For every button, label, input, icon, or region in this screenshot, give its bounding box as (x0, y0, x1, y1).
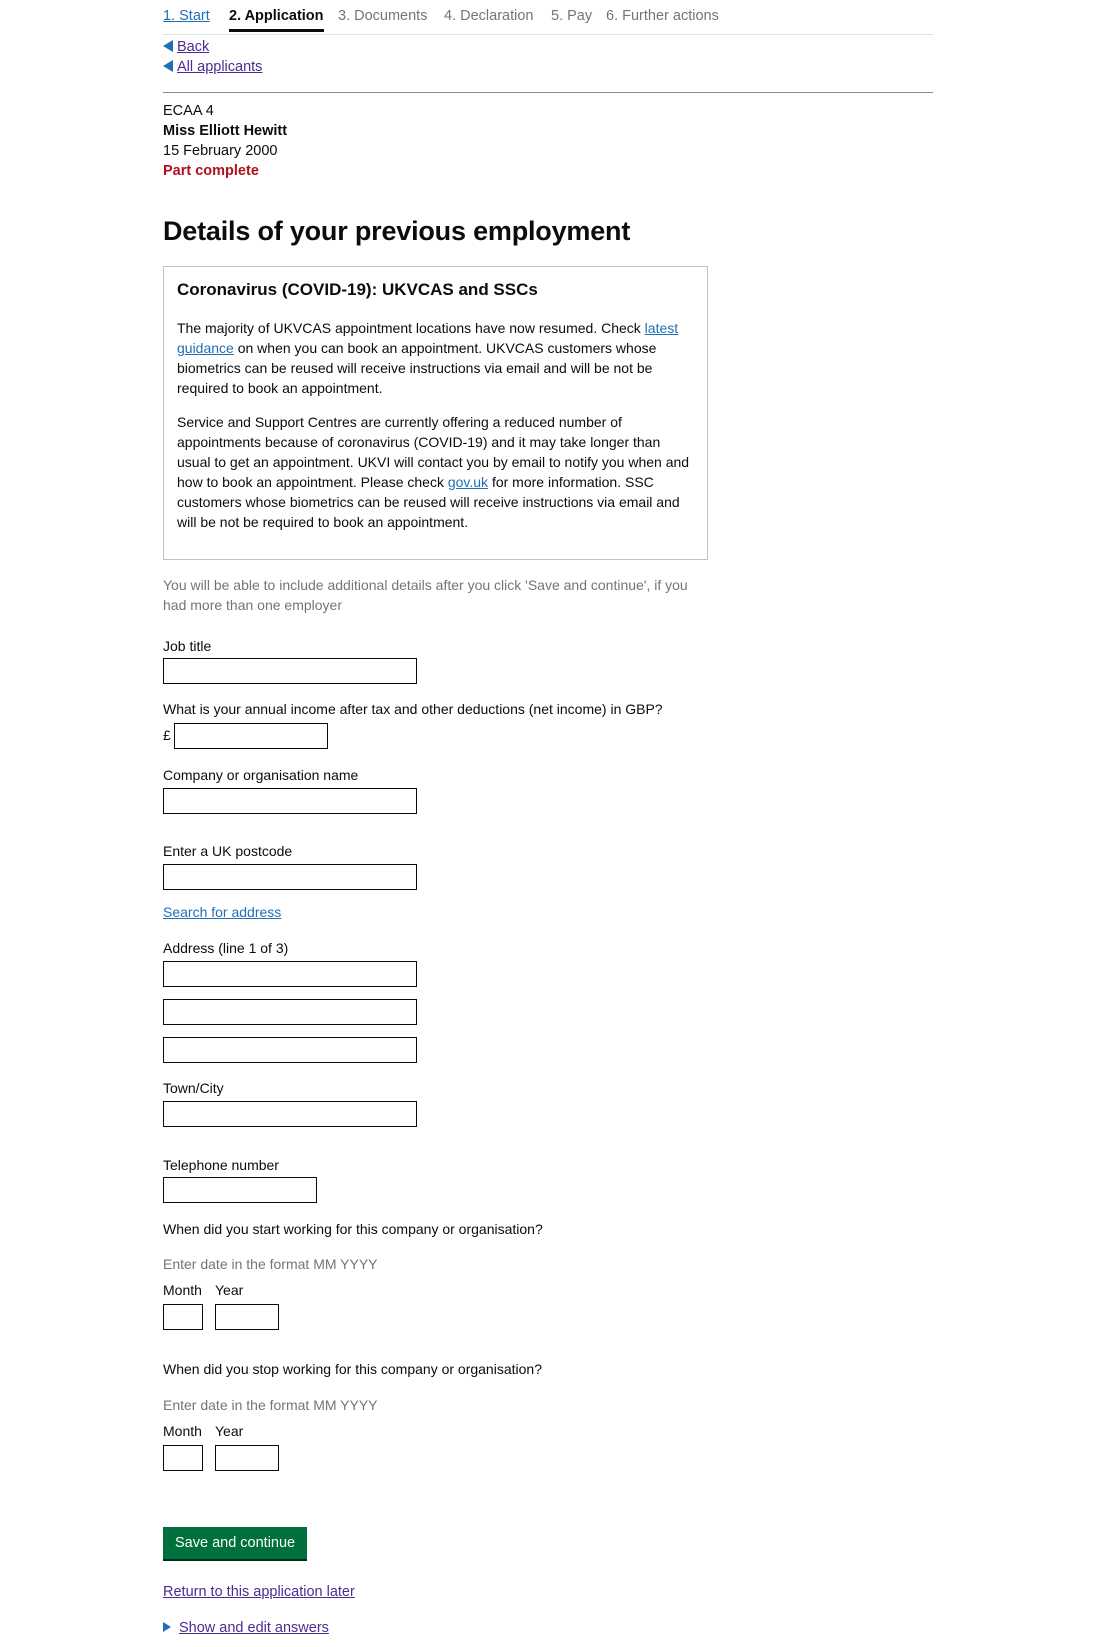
town-city-label: Town/City (163, 1080, 224, 1096)
step-application: 2. Application (229, 8, 324, 24)
applicant-dob: 15 February 2000 (163, 143, 278, 159)
expand-triangle-icon (163, 1622, 171, 1632)
start-year-label: Year (215, 1282, 244, 1298)
stop-month-label: Month (163, 1423, 202, 1439)
company-name-label: Company or organisation name (163, 767, 359, 783)
income-input[interactable] (174, 723, 328, 749)
latest-guidance-link[interactable]: latest guidance (177, 320, 679, 356)
show-and-edit-answers-link[interactable]: Show and edit answers (179, 1620, 329, 1636)
step-start[interactable]: 1. Start (163, 8, 210, 24)
start-month-input[interactable] (163, 1304, 203, 1330)
start-month-label: Month (163, 1282, 202, 1298)
step-pay: 5. Pay (551, 8, 593, 24)
start-year-input[interactable] (215, 1304, 279, 1330)
back-arrow-icon (163, 60, 173, 72)
town-city-input[interactable] (163, 1101, 417, 1127)
stop-month-input[interactable] (163, 1445, 203, 1471)
back-link[interactable]: Back (177, 39, 210, 55)
return-later-link[interactable]: Return to this application later (163, 1584, 355, 1600)
back-link-row (163, 39, 209, 55)
postcode-input[interactable] (163, 864, 417, 890)
back-arrow-icon (163, 40, 173, 52)
applicant-name: Miss Elliott Hewitt (163, 123, 288, 139)
show-edit-answers-row (163, 1620, 329, 1636)
status-badge: Part complete (163, 163, 259, 179)
income-label: What is your annual income after tax and other deductions (net income) in GBP? (163, 701, 663, 717)
page-title: Details of your previous employment (163, 216, 631, 246)
postcode-label: Enter a UK postcode (163, 843, 293, 859)
step-documents: 3. Documents (338, 8, 428, 24)
address-label: Address (line 1 of 3) (163, 940, 289, 956)
all-applicants-link[interactable]: All applicants (177, 59, 263, 75)
telephone-input[interactable] (163, 1177, 317, 1203)
govuk-link[interactable]: gov.uk (447, 474, 489, 490)
section-divider (163, 92, 933, 93)
stop-year-label: Year (215, 1423, 244, 1439)
stop-date-hint: Enter date in the format MM YYYY (163, 1397, 378, 1413)
step-further-actions: 6. Further actions (606, 8, 719, 24)
additional-details-hint: You will be able to include additional details after you click 'Save and continue', if you had more than one employer (163, 577, 688, 613)
covid-notice-panel (163, 266, 708, 560)
search-address-link[interactable]: Search for address (163, 904, 282, 920)
address-line-1-input[interactable] (163, 961, 417, 987)
step-declaration: 4. Declaration (444, 8, 534, 24)
start-date-hint: Enter date in the format MM YYYY (163, 1256, 378, 1272)
progress-steps (163, 6, 933, 35)
currency-symbol: £ (163, 727, 171, 743)
stop-date-question: When did you stop working for this company or organisation? (163, 1361, 542, 1377)
company-name-input[interactable] (163, 788, 417, 814)
address-line-3-input[interactable] (163, 1037, 417, 1063)
all-applicants-link-row (163, 59, 262, 75)
notice-title: Coronavirus (COVID-19): UKVCAS and SSCs (177, 280, 538, 299)
address-line-2-input[interactable] (163, 999, 417, 1025)
notice-paragraph-1: The majority of UKVCAS appointment locations have now resumed. Check latest guidance on when you can book an appointment. UKVCAS customers whose biometrics can be reused will receive instructions via email and will be not be required to book an appointment. (177, 320, 679, 396)
telephone-label: Telephone number (163, 1157, 279, 1173)
applicant-reference: ECAA 4 (163, 103, 214, 119)
start-date-question: When did you start working for this company or organisation? (163, 1221, 543, 1237)
notice-paragraph-2: Service and Support Centres are currently offering a reduced number of appointments because of coronavirus (COVID-19) and it may take longer than usual to get an appointment. UKVI will contact you by email to notify you when and how to book an appointment. Please check gov.uk for more information. SSC customers whose biometrics can be reused will receive instructions via email and will be not be required to book an appointment. (177, 414, 690, 530)
job-title-input[interactable] (163, 658, 417, 684)
job-title-label: Job title (163, 638, 212, 654)
stop-year-input[interactable] (215, 1445, 279, 1471)
save-and-continue-button[interactable]: Save and continue (163, 1527, 307, 1559)
